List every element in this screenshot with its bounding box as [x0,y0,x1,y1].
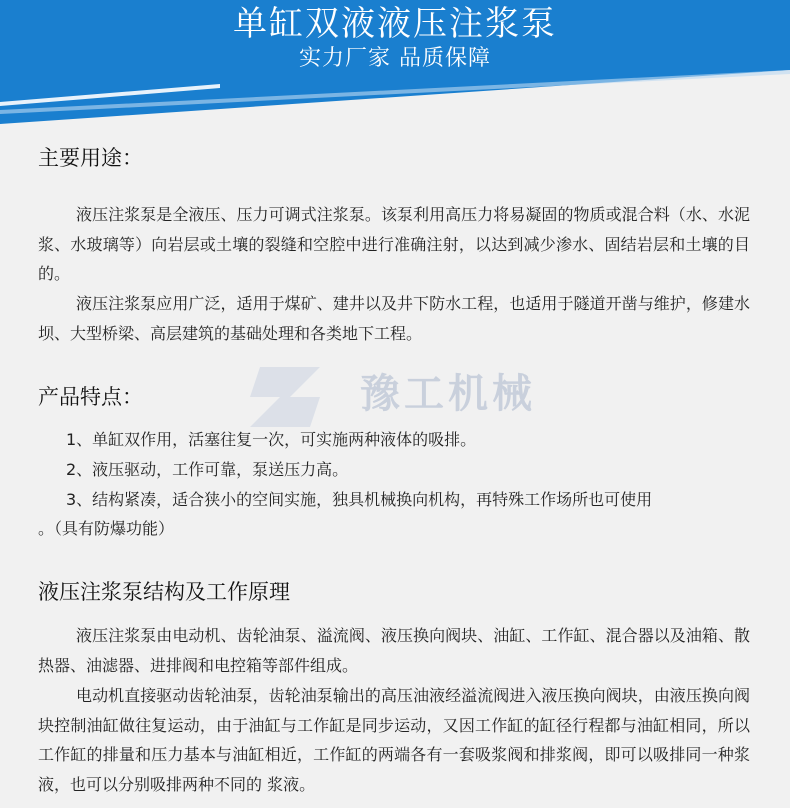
usage-paragraph-1 [38,200,750,289]
page-title: 单缸双液液压注浆泵 [233,4,557,44]
usage-paragraph-1-text: 液压注浆泵是全液压、压力可调式注浆泵。该泵利用高压力将易凝固的物质或混合料（水、水泥浆、水玻璃等）向岩层或土壤的裂缝和空腔中进行准确注射，以达到减少渗水、固结岩层和土壤的目的。 [38,205,750,283]
structure-paragraph-2-text: 电动机直接驱动齿轮油泵，齿轮油泵输出的高压油液经溢流阀进入液压换向阀块，由液压换向阀块控制油缸做往复运动，由于油缸与工作缸是同步运动，又因工作缸的缸径行程都与油缸相同，所以工作缸的排量和压力基本与油缸相近，工作缸的两端各有一套吸浆阀和排浆阀，即可以吸排同一种浆液，也可以分别吸排两种不同的 浆液。 [38,686,750,794]
usage-paragraph-2 [38,289,750,348]
feature-item-3-cont: 。（具有防爆功能） [38,519,175,538]
watermark-text: 豫工机械 [360,371,536,417]
section-heading-structure: 液压注浆泵结构及工作原理 [38,580,290,604]
page-subtitle: 实力厂家 品质保障 [299,46,491,71]
feature-item-1: 1、单缸双作用，活塞往复一次，可实施两种液体的吸排。 [66,430,477,449]
usage-paragraph-2-text: 液压注浆泵应用广泛，适用于煤矿、建井以及井下防水工程，也适用于隧道开凿与维护，修建水坝、大型桥梁、高层建筑的基础处理和各类地下工程。 [38,294,750,343]
section-heading-features: 产品特点： [38,385,143,409]
structure-paragraph-1 [38,621,750,680]
header-banner [0,0,790,130]
structure-paragraph-2 [38,681,750,799]
feature-item-2: 2、液压驱动，工作可靠，泵送压力高。 [66,460,349,479]
structure-paragraph-1-text: 液压注浆泵由电动机、齿轮油泵、溢流阀、液压换向阀块、油缸、工作缸、混合器以及油箱、散热器、油滤器、进排阀和电控箱等部件组成。 [38,626,750,675]
feature-item-3: 3、结构紧凑，适合狭小的空间实施，独具机械换向机构，再特殊工作场所也可使用 [66,490,653,509]
section-heading-usage: 主要用途： [38,146,143,170]
